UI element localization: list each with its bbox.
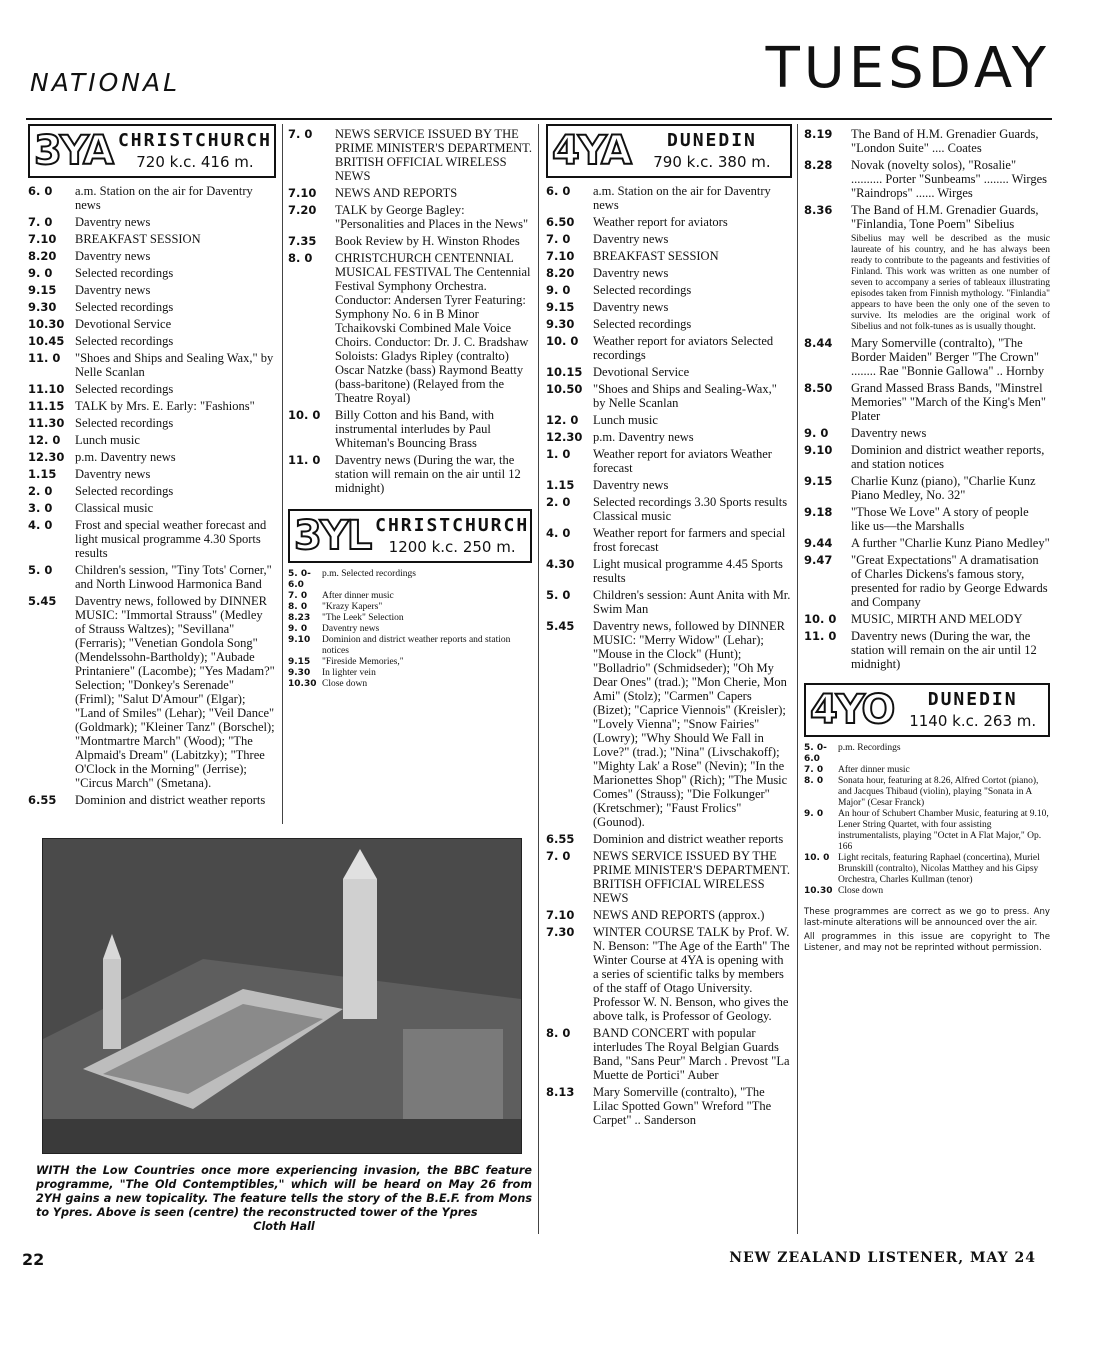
schedule-description: Mary Somerville (contralto), "The Border Maiden" Berger "The Crown" ........ Rae "Bonnie Gallowa" .. Hornby bbox=[851, 336, 1045, 378]
schedule-time: 6. 0 bbox=[28, 184, 53, 198]
publication-footer: NEW ZEALAND LISTENER, MAY 24 bbox=[729, 1250, 1036, 1266]
schedule-row bbox=[546, 619, 792, 829]
schedule-row bbox=[804, 853, 1050, 886]
schedule-row bbox=[28, 501, 276, 515]
schedule-row bbox=[546, 317, 792, 331]
schedule-time: 7.20 bbox=[288, 203, 317, 217]
schedule-row bbox=[288, 602, 532, 613]
page-number: 22 bbox=[22, 1250, 45, 1269]
schedule-description: Daventry news bbox=[593, 300, 669, 314]
schedule-time: 12.30 bbox=[28, 450, 65, 464]
schedule-row bbox=[546, 925, 792, 1023]
schedule-row bbox=[28, 317, 276, 331]
schedule-description: Sonata hour, featuring at 8.26, Alfred Cortot (piano), and Jacques Thibaud (violin), playing "Sonata in A Major" (Cesar Franck) bbox=[838, 776, 1039, 808]
schedule-row bbox=[28, 450, 276, 464]
schedule-time: 9. 0 bbox=[288, 624, 308, 634]
schedule-time: 8.19 bbox=[804, 127, 833, 141]
schedule-row bbox=[288, 657, 532, 668]
schedule-description: Weather report for aviators Weather forecast bbox=[593, 447, 772, 475]
schedule-time: 8.20 bbox=[28, 249, 57, 263]
schedule-time: 9.30 bbox=[546, 317, 575, 331]
schedule-row bbox=[546, 832, 792, 846]
schedule-time: 7.10 bbox=[288, 186, 317, 200]
schedule-time: 9.30 bbox=[28, 300, 57, 314]
schedule-description: Billy Cotton and his Band, with instrumental interludes by Paul Whiteman's Bouncing Brass bbox=[335, 408, 495, 450]
schedule-description: Weather report for farmers and special frost forecast bbox=[593, 526, 786, 554]
schedule-description: NEWS AND REPORTS bbox=[335, 186, 458, 200]
schedule-list bbox=[804, 127, 1050, 671]
schedule-description: Lunch music bbox=[593, 413, 658, 427]
schedule-description: Selected recordings bbox=[75, 382, 174, 396]
frequency: 1140 k.c. 263 m. bbox=[909, 711, 1037, 730]
schedule-row bbox=[546, 334, 792, 362]
schedule-description: Children's session: Aunt Anita with Mr. Swim Man bbox=[593, 588, 791, 616]
schedule-row bbox=[546, 1026, 792, 1082]
schedule-row bbox=[288, 624, 532, 635]
schedule-time: 7.10 bbox=[28, 232, 57, 246]
schedule-description: Book Review by H. Winston Rhodes bbox=[335, 234, 520, 248]
schedule-time: 9. 0 bbox=[804, 809, 824, 819]
schedule-description: BAND CONCERT with popular interludes The Royal Belgian Guards Band, "Sans Peur" March . Prevost "La Muette de Portici" Auber bbox=[593, 1026, 790, 1082]
schedule-time: 11. 0 bbox=[288, 453, 321, 467]
schedule-time: 5. 0-6.0 bbox=[804, 743, 827, 764]
schedule-description: Daventry news bbox=[75, 215, 151, 229]
schedule-description: Light musical programme 4.45 Sports results bbox=[593, 557, 783, 585]
schedule-description: "Great Expectations" A dramatisation of Charles Dickens's famous story, presented for radio by George Edwards and Company bbox=[851, 553, 1048, 609]
schedule-time: 6.55 bbox=[546, 832, 575, 846]
city: CHRISTCHURCH bbox=[375, 515, 530, 537]
schedule-description: Novak (novelty solos), "Rosalie" .......... Porter "Sunbeams" ........ Wirges "Raindrops" ...... Wirges bbox=[851, 158, 1048, 200]
schedule-time: 9.44 bbox=[804, 536, 833, 550]
frequency: 1200 k.c. 250 m. bbox=[388, 537, 516, 556]
schedule-description: NEWS AND REPORTS (approx.) bbox=[593, 908, 765, 922]
schedule-description: p.m. Daventry news bbox=[75, 450, 176, 464]
schedule-time: 4. 0 bbox=[546, 526, 571, 540]
schedule-description: Dominion and district weather reports bbox=[593, 832, 784, 846]
top-rule bbox=[26, 118, 1052, 120]
schedule-time: 10. 0 bbox=[288, 408, 321, 422]
schedule-time: 7.10 bbox=[546, 908, 575, 922]
aerial-town-illustration bbox=[43, 839, 521, 1153]
schedule-time: 7. 0 bbox=[546, 232, 571, 246]
schedule-row bbox=[28, 467, 276, 481]
schedule-time: 10. 0 bbox=[804, 612, 837, 626]
schedule-description: "Shoes and Ships and Sealing-Wax," by Nelle Scanlan bbox=[593, 382, 777, 410]
schedule-row bbox=[546, 478, 792, 492]
schedule-row bbox=[804, 426, 1050, 440]
schedule-description: Devotional Service bbox=[593, 365, 690, 379]
schedule-description: "Shoes and Ships and Sealing Wax," by Nelle Scanlan bbox=[75, 351, 274, 379]
schedule-description: Weather report for aviators Selected recordings bbox=[593, 334, 774, 362]
station-logo-3yl bbox=[288, 509, 532, 563]
schedule-description: BREAKFAST SESSION bbox=[593, 249, 719, 263]
schedule-description: Daventry news bbox=[322, 624, 380, 634]
schedule-time: 2. 0 bbox=[546, 495, 571, 509]
schedule-row bbox=[804, 765, 1050, 776]
schedule-row bbox=[28, 399, 276, 413]
caption-last-line: Cloth Hall bbox=[253, 1220, 315, 1233]
schedule-row bbox=[28, 249, 276, 263]
schedule-row bbox=[804, 336, 1050, 378]
schedule-time: 8.20 bbox=[546, 266, 575, 280]
schedule-time: 10.15 bbox=[546, 365, 583, 379]
schedule-time: 11.15 bbox=[28, 399, 65, 413]
schedule-description: After dinner music bbox=[838, 765, 910, 775]
schedule-row bbox=[288, 251, 532, 405]
header-national: NATIONAL bbox=[30, 68, 181, 97]
column-3ya bbox=[28, 124, 276, 810]
schedule-list bbox=[28, 184, 276, 807]
schedule-row bbox=[546, 908, 792, 922]
schedule-time: 9.10 bbox=[804, 443, 833, 457]
schedule-row bbox=[288, 591, 532, 602]
schedule-row bbox=[546, 184, 792, 212]
city: DUNEDIN bbox=[667, 130, 757, 152]
schedule-description: In lighter vein bbox=[322, 668, 376, 678]
schedule-row bbox=[804, 381, 1050, 423]
schedule-row bbox=[546, 413, 792, 427]
schedule-row bbox=[804, 886, 1050, 897]
city: DUNEDIN bbox=[927, 689, 1018, 711]
schedule-time: 10.30 bbox=[804, 886, 833, 896]
schedule-row bbox=[28, 184, 276, 212]
schedule-row bbox=[28, 232, 276, 246]
schedule-row bbox=[546, 249, 792, 263]
schedule-description: Light recitals, featuring Raphael (concertina), Muriel Brunskill (contralto), Nicolas Matthey and his Gipsy Orchestra, Charles Kullman (tenor) bbox=[838, 853, 1040, 885]
schedule-time: 10.30 bbox=[288, 679, 317, 689]
schedule-row bbox=[28, 563, 276, 591]
schedule-time: 9.15 bbox=[28, 283, 57, 297]
schedule-row bbox=[804, 776, 1050, 809]
schedule-time: 9.15 bbox=[546, 300, 575, 314]
frequency: 790 k.c. 380 m. bbox=[653, 152, 771, 171]
schedule-description: Dominion and district weather reports and station notices bbox=[322, 635, 511, 656]
call-sign: 3YL bbox=[294, 513, 371, 559]
schedule-time bbox=[804, 234, 851, 333]
schedule-time: 2. 0 bbox=[28, 484, 53, 498]
column-3ya-cont bbox=[288, 124, 532, 690]
schedule-description: Grand Massed Brass Bands, "Minstrel Memories" "March of the King's Men" Plater bbox=[851, 381, 1046, 423]
station-logo-4ya bbox=[546, 124, 792, 178]
schedule-description: Selected recordings bbox=[75, 334, 174, 348]
schedule-row bbox=[28, 793, 276, 807]
schedule-time: 10.30 bbox=[28, 317, 65, 331]
schedule-time: 10. 0 bbox=[804, 853, 830, 863]
schedule-description: "Fireside Memories," bbox=[322, 657, 404, 667]
schedule-time: 9. 0 bbox=[28, 266, 53, 280]
schedule-description: "The Leek" Selection bbox=[322, 613, 404, 623]
schedule-row bbox=[28, 382, 276, 396]
schedule-time: 9. 0 bbox=[804, 426, 829, 440]
schedule-description: Selected recordings bbox=[75, 266, 174, 280]
schedule-time: 8.50 bbox=[804, 381, 833, 395]
schedule-description: An hour of Schubert Chamber Music, featuring at 9.10, Lener String Quartet, with four assisting instrumentalists, playing "Octet in A Flat Major," Op. 166 bbox=[838, 809, 1049, 852]
schedule-row bbox=[28, 283, 276, 297]
schedule-description: After dinner music bbox=[322, 591, 394, 601]
schedule-row bbox=[28, 266, 276, 280]
schedule-row bbox=[804, 234, 1050, 333]
schedule-row bbox=[28, 416, 276, 430]
schedule-row bbox=[546, 382, 792, 410]
schedule-description: a.m. Station on the air for Daventry news bbox=[75, 184, 253, 212]
col-divider-1 bbox=[282, 124, 283, 824]
schedule-description: Selected recordings bbox=[593, 283, 692, 297]
schedule-list-small bbox=[804, 743, 1050, 897]
schedule-row bbox=[28, 518, 276, 560]
schedule-row bbox=[804, 553, 1050, 609]
schedule-description: Dominion and district weather reports bbox=[75, 793, 266, 807]
schedule-description: p.m. Recordings bbox=[838, 743, 901, 753]
schedule-description: Mary Somerville (contralto), "The Lilac Spotted Gown" Wreford "The Carpet" .. Sanderson bbox=[593, 1085, 772, 1127]
schedule-row bbox=[546, 526, 792, 554]
schedule-time: 7.30 bbox=[546, 925, 575, 939]
schedule-row bbox=[288, 635, 532, 657]
schedule-row bbox=[28, 594, 276, 790]
schedule-description: MUSIC, MIRTH AND MELODY bbox=[851, 612, 1023, 626]
station-logo-3ya bbox=[28, 124, 276, 178]
schedule-description: Daventry news bbox=[75, 467, 151, 481]
schedule-time: 5. 0 bbox=[546, 588, 571, 602]
frequency: 720 k.c. 416 m. bbox=[136, 152, 254, 171]
schedule-time: 9. 0 bbox=[546, 283, 571, 297]
schedule-description: Daventry news (During the war, the station will remain on the air until 12 midnight) bbox=[851, 629, 1037, 671]
station-logo-4yo bbox=[804, 683, 1050, 737]
column-4ya bbox=[546, 124, 792, 1130]
call-sign: 3YA bbox=[34, 128, 112, 174]
schedule-time: 12.30 bbox=[546, 430, 583, 444]
schedule-row bbox=[546, 300, 792, 314]
schedule-time: 10.45 bbox=[28, 334, 65, 348]
schedule-description: Selected recordings bbox=[75, 484, 174, 498]
schedule-time: 11. 0 bbox=[28, 351, 61, 365]
schedule-row bbox=[804, 443, 1050, 471]
schedule-description: Children's session, "Tiny Tots' Corner," and North Linwood Harmonica Band bbox=[75, 563, 272, 591]
schedule-row bbox=[546, 215, 792, 229]
schedule-description: Selected recordings bbox=[75, 416, 174, 430]
schedule-row bbox=[804, 743, 1050, 765]
schedule-time: 5.45 bbox=[546, 619, 575, 633]
schedule-row bbox=[804, 127, 1050, 155]
schedule-time: 7.35 bbox=[288, 234, 317, 248]
schedule-description: NEWS SERVICE ISSUED BY THE PRIME MINISTER'S DEPARTMENT. BRITISH OFFICIAL WIRELESS NEWS bbox=[335, 127, 533, 183]
col-divider-3 bbox=[797, 124, 798, 1234]
schedule-time: 8.36 bbox=[804, 203, 833, 217]
col-divider-2 bbox=[538, 124, 539, 1234]
photo-caption bbox=[36, 1164, 532, 1234]
schedule-time: 7. 0 bbox=[804, 765, 824, 775]
schedule-description: Lunch music bbox=[75, 433, 140, 447]
schedule-description: The Band of H.M. Grenadier Guards, "Finlandia, Tone Poem" Sibelius bbox=[851, 203, 1039, 231]
schedule-description: Classical music bbox=[75, 501, 154, 515]
schedule-description: Frost and special weather forecast and light musical programme 4.30 Sports results bbox=[75, 518, 267, 560]
schedule-time: 5.45 bbox=[28, 594, 57, 608]
ypres-cloth-hall-photo bbox=[42, 838, 522, 1154]
schedule-description: Daventry news bbox=[593, 478, 669, 492]
schedule-row bbox=[288, 569, 532, 591]
schedule-time: 8. 0 bbox=[546, 1026, 571, 1040]
schedule-time: 4. 0 bbox=[28, 518, 53, 532]
schedule-row bbox=[804, 629, 1050, 671]
schedule-row bbox=[28, 300, 276, 314]
schedule-description: Close down bbox=[838, 886, 884, 896]
schedule-time: 9.18 bbox=[804, 505, 833, 519]
schedule-time: 8.44 bbox=[804, 336, 833, 350]
schedule-description: Charlie Kunz (piano), "Charlie Kunz Piano Medley, No. 32" bbox=[851, 474, 1036, 502]
schedule-list bbox=[288, 127, 532, 495]
schedule-row bbox=[546, 588, 792, 616]
schedule-row bbox=[804, 612, 1050, 626]
schedule-row bbox=[546, 232, 792, 246]
schedule-description: Daventry news bbox=[75, 283, 151, 297]
schedule-time: 8.28 bbox=[804, 158, 833, 172]
schedule-time: 9.30 bbox=[288, 668, 311, 678]
schedule-time: 9.47 bbox=[804, 553, 833, 567]
schedule-row bbox=[804, 474, 1050, 502]
schedule-row bbox=[804, 505, 1050, 533]
schedule-row bbox=[288, 234, 532, 248]
schedule-time: 11.30 bbox=[28, 416, 65, 430]
schedule-description: BREAKFAST SESSION bbox=[75, 232, 201, 246]
schedule-description: WINTER COURSE TALK by Prof. W. N. Benson: "The Age of the Earth" The Winter Course at 4YA is opening with a series of scientific talks by members of the staff of Otago University. Professor W. N. Benson, who gives the above talk, is Professor of Geology. bbox=[593, 925, 790, 1023]
schedule-description: CHRISTCHURCH CENTENNIAL MUSICAL FESTIVAL The Centennial Festival Symphony Orchestra. Conductor: Andersen Tyrer Featuring: Symphony No. 6 in B Minor Tchaikovski Combined Male Voice Choirs. Conductor: Dr. J. C. Bradshaw Soloists: Gladys Ripley (contralto) Oscar Natzke (bass) Raymond Beatty (bass-baritone) (Relayed from the Theatre Royal) bbox=[335, 251, 531, 405]
schedule-time: 1.15 bbox=[28, 467, 57, 481]
schedule-description: NEWS SERVICE ISSUED BY THE PRIME MINISTER'S DEPARTMENT. BRITISH OFFICIAL WIRELESS NEWS bbox=[593, 849, 791, 905]
schedule-description: Daventry news bbox=[593, 266, 669, 280]
schedule-row bbox=[546, 495, 792, 523]
schedule-description: a.m. Station on the air for Daventry news bbox=[593, 184, 771, 212]
schedule-row bbox=[546, 283, 792, 297]
schedule-time: 12. 0 bbox=[546, 413, 579, 427]
schedule-row bbox=[546, 430, 792, 444]
schedule-row bbox=[288, 203, 532, 231]
schedule-description: Daventry news bbox=[593, 232, 669, 246]
schedule-time: 6.50 bbox=[546, 215, 575, 229]
schedule-description: "Those We Love" A story of people like us—the Marshalls bbox=[851, 505, 1029, 533]
schedule-time: 7. 0 bbox=[28, 215, 53, 229]
schedule-row bbox=[804, 809, 1050, 853]
schedule-time: 8. 0 bbox=[804, 776, 824, 786]
schedule-time: 8.13 bbox=[546, 1085, 575, 1099]
schedule-time: 7.10 bbox=[546, 249, 575, 263]
schedule-description: Dominion and district weather reports, and station notices bbox=[851, 443, 1045, 471]
schedule-description: Daventry news bbox=[851, 426, 927, 440]
schedule-row bbox=[28, 215, 276, 229]
schedule-time: 10. 0 bbox=[546, 334, 579, 348]
disclaimer-copyright: All programmes in this issue are copyright to The Listener, and may not be reprinted without permission. bbox=[804, 932, 1050, 953]
schedule-time: 6.55 bbox=[28, 793, 57, 807]
schedule-row bbox=[546, 557, 792, 585]
call-sign: 4YO bbox=[810, 687, 894, 733]
schedule-time: 5. 0 bbox=[28, 563, 53, 577]
schedule-row bbox=[288, 679, 532, 690]
schedule-time: 9.10 bbox=[288, 635, 311, 645]
schedule-description: Daventry news, followed by DINNER MUSIC: "Immortal Strauss" (Medley of Strauss Waltzes); "Sevillana" (Ferraris); "Venetian Gondola Song" (Mendelssohn-Bartholdy); "Aubade Printaniere" (Lacombe); "Yes Madam?" Selection; "Donkey's Serenade" (Friml); "Salut D'Amour" (Elgar); "Land of Smiles" (Lehar); "Veil Dance" (Goldmark); "Kleiner Tanz" (Borschel); "Montmartre March" (Wood); "The Alpmaid's Dream" (Labitzky); "Three O'Clock in the Morning" (Jerrise); "Circus March" (Smetana). bbox=[75, 594, 275, 790]
schedule-description: TALK by Mrs. E. Early: "Fashions" bbox=[75, 399, 255, 413]
schedule-row bbox=[546, 447, 792, 475]
schedule-row bbox=[546, 266, 792, 280]
header-day: TUESDAY bbox=[765, 36, 1050, 101]
schedule-row bbox=[28, 351, 276, 379]
schedule-description: Daventry news bbox=[75, 249, 151, 263]
schedule-description: A further "Charlie Kunz Piano Medley" bbox=[851, 536, 1050, 550]
schedule-description: Sibelius may well be described as the music laureate of his country, and he has always been ready to contribute to the pageants and festivities of Finland. This work was written as one number of seven to accompany a series of tableaux illustrating episodes taken from Finnish mythology. "Finlandia" appears to have been the only one of the seven to survive. Its melodies are the original work of Sibelius and not folk-tunes as is usually thought. bbox=[851, 234, 1050, 332]
caption-text: WITH the Low Countries once more experiencing invasion, the BBC feature programme, "The Old Contemptibles," which will be heard on May 26 from 2YH gains a new topicality. The feature tells the story of the B.E.F. from Mons to Ypres. Above is seen (centre) the reconstructed tower of the Ypres bbox=[36, 1164, 532, 1219]
schedule-time: 8. 0 bbox=[288, 251, 313, 265]
schedule-row bbox=[546, 849, 792, 905]
schedule-row bbox=[288, 613, 532, 624]
schedule-row bbox=[546, 1085, 792, 1127]
schedule-time: 11. 0 bbox=[804, 629, 837, 643]
schedule-row bbox=[288, 408, 532, 450]
schedule-time: 4.30 bbox=[546, 557, 575, 571]
schedule-row bbox=[288, 668, 532, 679]
schedule-row bbox=[28, 334, 276, 348]
schedule-time: 8. 0 bbox=[288, 602, 308, 612]
schedule-description: The Band of H.M. Grenadier Guards, "London Suite" .... Coates bbox=[851, 127, 1039, 155]
call-sign: 4YA bbox=[552, 128, 630, 174]
schedule-time: 6. 0 bbox=[546, 184, 571, 198]
schedule-row bbox=[546, 365, 792, 379]
schedule-row bbox=[288, 186, 532, 200]
schedule-time: 10.50 bbox=[546, 382, 583, 396]
schedule-time: 5. 0-6.0 bbox=[288, 569, 311, 590]
schedule-time: 7. 0 bbox=[288, 591, 308, 601]
schedule-description: p.m. Selected recordings bbox=[322, 569, 416, 579]
schedule-time: 9.15 bbox=[804, 474, 833, 488]
schedule-time: 11.10 bbox=[28, 382, 65, 396]
schedule-row bbox=[804, 158, 1050, 200]
schedule-time: 3. 0 bbox=[28, 501, 53, 515]
schedule-description: Selected recordings bbox=[593, 317, 692, 331]
column-4ya-cont bbox=[804, 124, 1050, 953]
schedule-description: TALK by George Bagley: "Personalities and Places in the News" bbox=[335, 203, 529, 231]
schedule-description: Selected recordings bbox=[75, 300, 174, 314]
schedule-description: "Krazy Kapers" bbox=[322, 602, 383, 612]
schedule-description: Weather report for aviators bbox=[593, 215, 728, 229]
schedule-row bbox=[28, 433, 276, 447]
schedule-row bbox=[288, 453, 532, 495]
city: CHRISTCHURCH bbox=[117, 130, 272, 152]
schedule-row bbox=[288, 127, 532, 183]
schedule-time: 1.15 bbox=[546, 478, 575, 492]
schedule-row bbox=[804, 536, 1050, 550]
schedule-description: Devotional Service bbox=[75, 317, 172, 331]
disclaimer-corrections: These programmes are correct as we go to press. Any last-minute alterations will be announced over the air. bbox=[804, 907, 1050, 928]
schedule-description: Daventry news (During the war, the station will remain on the air until 12 midnight) bbox=[335, 453, 521, 495]
schedule-description: p.m. Daventry news bbox=[593, 430, 694, 444]
schedule-row bbox=[804, 203, 1050, 231]
schedule-time: 9.15 bbox=[288, 657, 311, 667]
schedule-list bbox=[546, 184, 792, 1127]
schedule-time: 1. 0 bbox=[546, 447, 571, 461]
schedule-time: 8.23 bbox=[288, 613, 311, 623]
schedule-time: 7. 0 bbox=[546, 849, 571, 863]
schedule-list-small bbox=[288, 569, 532, 690]
schedule-time: 7. 0 bbox=[288, 127, 313, 141]
schedule-description: Close down bbox=[322, 679, 368, 689]
schedule-time: 12. 0 bbox=[28, 433, 61, 447]
schedule-description: Selected recordings 3.30 Sports results Classical music bbox=[593, 495, 788, 523]
schedule-description: Daventry news, followed by DINNER MUSIC: "Merry Widow" (Lehar); "Mouse in the Clock" (Hunt); "Bolladrio" (Schmidseder); "Oh My Dear Ones" (trad.); "Mon Cherie, Mon Ami" (Stolz); "Carmen" Capers (Bizet); "Caprice Viennois" (Kreisler); "Lovely Vienna"; "Snow Fairies" (Lowry); "Why Should We Fall in Love?" (trad.); "Nina" (Livschakoff); "Mighty Lak' a Rose" (Nevin); "In the Marionettes Shop" (Rich); "The Music Comes" (Strauss); "Die Folkunger" (Kretschmer); "Faust Frolics" (Gounod). bbox=[593, 619, 788, 829]
schedule-row bbox=[28, 484, 276, 498]
